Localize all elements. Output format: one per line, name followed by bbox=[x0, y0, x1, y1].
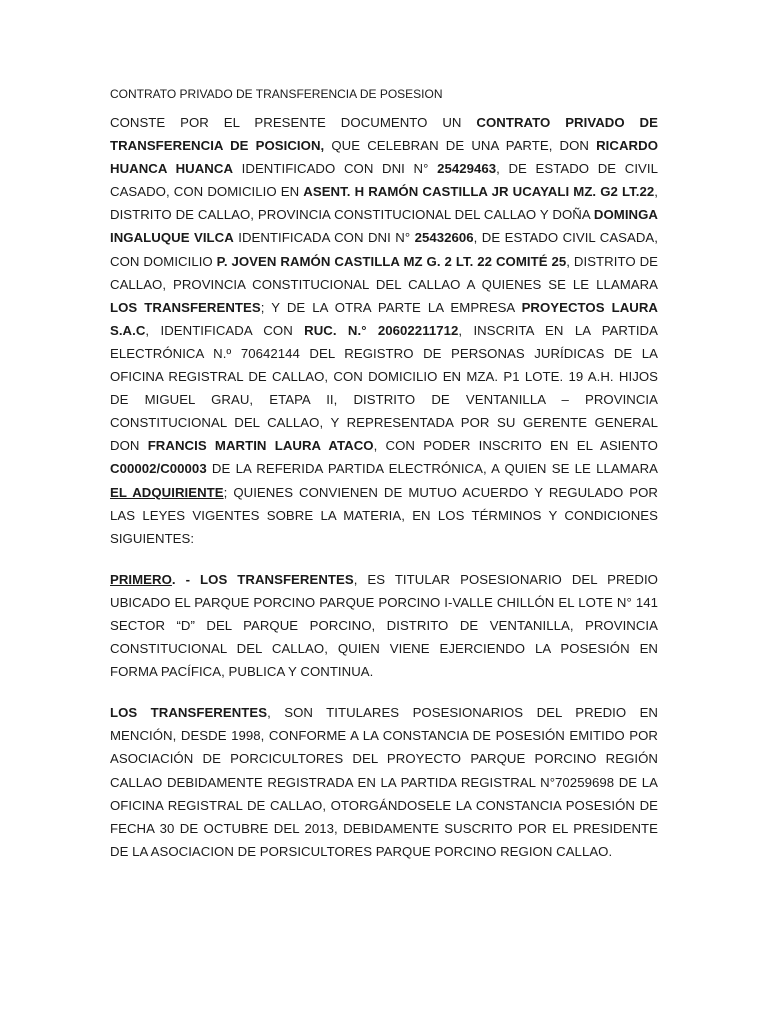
bold-text: DOMINGA INGALUQUE VILCA bbox=[110, 207, 658, 246]
text-run: CONSTE POR EL PRESENTE DOCUMENTO UN bbox=[110, 115, 477, 130]
text-run: , DE ESTADO CIVIL CASADA, CON DOMICILIO bbox=[110, 230, 658, 269]
bold-text: ASENT. H RAMÓN CASTILLA JR UCAYALI MZ. G2 LT.22 bbox=[303, 184, 655, 200]
bold-text: FRANCIS MARTIN LAURA ATACO bbox=[147, 438, 374, 454]
bold-text: PROYECTOS LAURA S.A.C bbox=[110, 299, 658, 338]
document-page bbox=[110, 84, 658, 863]
bold-text: EL ADQUIRIENTE bbox=[110, 484, 224, 500]
text-run: , DE ESTADO DE CIVIL CASADO, CON DOMICILIO EN bbox=[110, 161, 659, 200]
text-run: , DISTRITO DE CALLAO, PROVINCIA CONSTITUCIONAL DEL CALLAO Y DOÑA bbox=[110, 184, 658, 223]
text-run: ; QUIENES CONVIENEN DE MUTUO ACUERDO Y REGULADO POR LAS LEYES VIGENTES SOBRE LA MATERIA, EN LOS TÉRMINOS Y CONDICIONES SIGUIENTES: bbox=[110, 484, 658, 546]
bold-text: RUC. N.° 20602211712 bbox=[304, 322, 459, 338]
bold-text: 25432606 bbox=[414, 230, 474, 246]
text-run: , INSCRITA EN LA PARTIDA ELECTRÓNICA N.º 70642144 DEL REGISTRO DE PERSONAS JURÍDICAS DE LA OFICINA REGISTRAL DE CALLAO, CON DOMICILIO EN MZA. P1 LOTE. 19 A.H. HIJOS DE MIGUEL GRAU, ETAPA II, DISTRITO DE VENTANILLA – PROVINCIA CONSTITUCIONAL DEL CALLAO, Y REPRESENTADA POR SU GERENTE GENERAL DON bbox=[110, 322, 658, 454]
paragraph-transferentes bbox=[110, 701, 658, 863]
text-run: , ES TITULAR POSESIONARIO DEL PREDIO UBICADO EL PARQUE PORCINO PARQUE PORCINO I-VALLE CHILLÓN EL LOTE N° 141 SECTOR “D” DEL PARQUE PORCINO, DISTRITO DE VENTANILLA, PROVINCIA CONSTITUCIONAL DEL CALLAO, QUIEN VIENE EJERCIENDO LA POSESIÓN EN FORMA PACÍFICA, PUBLICA Y CONTINUA. bbox=[110, 571, 658, 680]
bold-text: RICARDO HUANCA HUANCA bbox=[110, 138, 658, 177]
bold-text: 25429463 bbox=[437, 161, 497, 177]
paragraph-intro bbox=[110, 111, 658, 550]
text-run: , DISTRITO DE CALLAO, PROVINCIA CONSTITUCIONAL DEL CALLAO A QUIENES SE LE LLAMARA bbox=[110, 253, 658, 292]
text-run: , CON PODER INSCRITO EN EL ASIENTO bbox=[373, 438, 658, 454]
text-run: , SON TITULARES POSESIONARIOS DEL PREDIO EN MENCIÓN, DESDE 1998, CONFORME A LA CONSTANCIA DE POSESIÓN EMITIDO POR ASOCIACIÓN DE PORCICULTORES DEL PROYECTO PARQUE PORCINO REGIÓN CALLAO DEBIDAMENTE REGISTRADA EN LA PARTIDA REGISTRAL N°70259698 DE LA OFICINA REGISTRAL DE CALLAO, OTORGÁNDOSELE LA CONSTANCIA POSESIÓN DE FECHA 30 DE OCTUBRE DEL 2013, DEBIDAMENTE SUSCRITO POR EL PRESIDENTE DE LA ASOCIACION DE PORSICULTORES PARQUE PORCINO REGION CALLAO. bbox=[110, 705, 659, 859]
text-run: IDENTIFICADO CON DNI N° bbox=[233, 161, 438, 177]
bold-text: LOS TRANSFERENTES bbox=[110, 705, 268, 721]
text-run: QUE CELEBRAN DE UNA PARTE, DON bbox=[324, 138, 597, 154]
text-run: ; Y DE LA OTRA PARTE LA EMPRESA bbox=[260, 299, 522, 315]
bold-text: LOS TRANSFERENTES bbox=[110, 299, 261, 315]
text-run: , IDENTIFICADA CON bbox=[145, 322, 305, 338]
bold-text: . - LOS TRANSFERENTES bbox=[171, 571, 354, 587]
text-run: DE LA REFERIDA PARTIDA ELECTRÓNICA, A QUIEN SE LE LLAMARA bbox=[206, 461, 658, 477]
bold-text: PRIMERO bbox=[110, 571, 172, 587]
document-title: CONTRATO PRIVADO DE TRANSFERENCIA DE POSESION bbox=[110, 87, 443, 101]
text-run: IDENTIFICADA CON DNI N° bbox=[233, 230, 415, 246]
bold-text: CONTRATO PRIVADO DE TRANSFERENCIA DE POSICION, bbox=[110, 115, 658, 154]
document-body bbox=[110, 111, 658, 863]
paragraph-primero bbox=[110, 568, 658, 683]
bold-text: P. JOVEN RAMÓN CASTILLA MZ G. 2 LT. 22 COMITÉ 25 bbox=[216, 253, 567, 269]
bold-text: C00002/C00003 bbox=[110, 461, 207, 477]
